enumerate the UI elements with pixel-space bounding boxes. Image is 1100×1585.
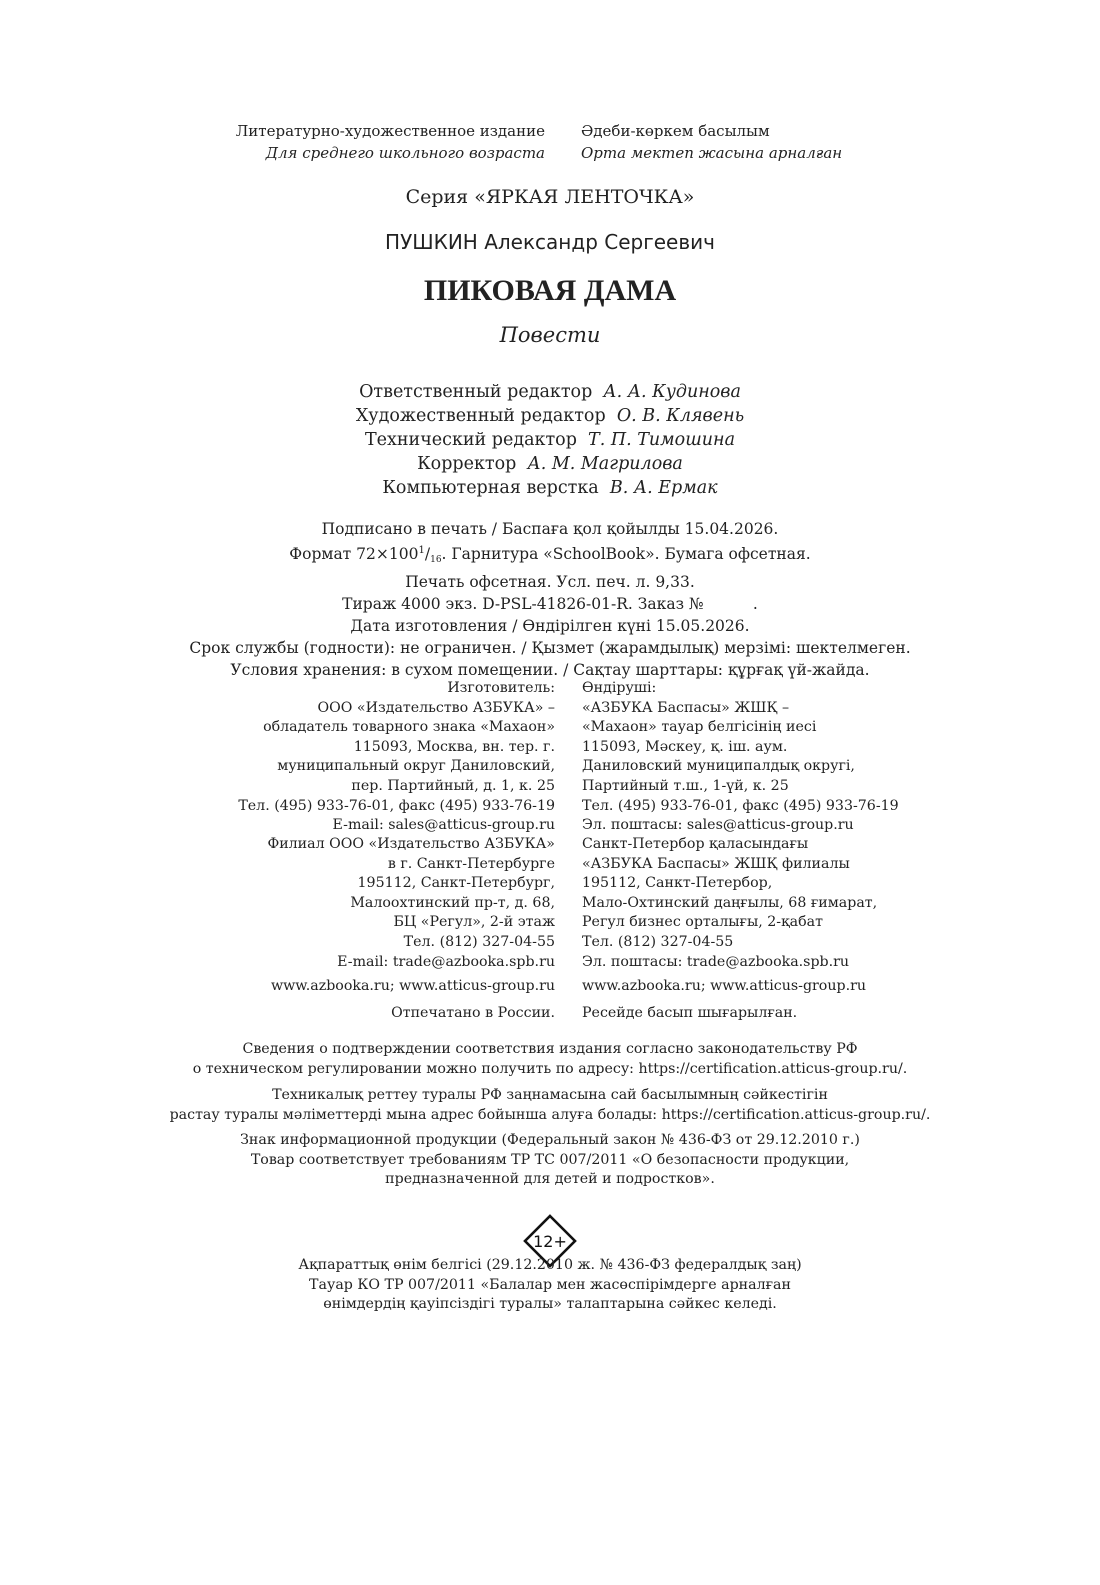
- info-ru-line: предназначенной для детей и подростков».: [385, 1171, 715, 1188]
- cert-ru-line: Сведения о подтверждении соответствия издания согласно законодательству РФ: [242, 1041, 858, 1057]
- book-title: ПИКОВАЯ ДАМА: [423, 274, 677, 307]
- genre-kz-line2: Орта мектеп жасына арналған: [581, 144, 843, 162]
- info-ru-line: Товар соответствует требованиям ТР ТС 007/2011 «О безопасности продукции,: [250, 1151, 850, 1168]
- staff-person: А. М. Магрилова: [527, 454, 683, 474]
- maker-ru-line: Изготовитель:: [447, 680, 555, 696]
- maker-ru-line: Тел. (495) 933-76-01, факс (495) 933-76-19: [238, 797, 555, 814]
- staff-person: Т. П. Тимошина: [588, 430, 736, 450]
- tech-specs: [0, 518, 1100, 681]
- print-line: Печать офсетная. Усл. печ. л. 9,33.: [405, 573, 695, 591]
- maker-ru-line: муниципальный округ Даниловский,: [277, 758, 555, 775]
- branch-ru-email: E-mail: trade@azbooka.spb.ru: [337, 953, 555, 970]
- branch-kz-email: Эл. поштасы: trade@azbooka.spb.ru: [582, 953, 850, 970]
- format-line: [0, 540, 1100, 571]
- staff-role: Компьютерная верстка: [382, 478, 599, 498]
- info-kz-line: өнімдердің қауіпсіздігі туралы» талаптарына сәйкес келеді.: [323, 1296, 777, 1313]
- staff-row: [0, 476, 1100, 500]
- staff-list: [0, 380, 1100, 500]
- maker-kz-line: «АЗБУКА Баспасы» ЖШҚ –: [582, 699, 790, 716]
- info-kz-line: Ақпараттық өнім белгісі (29.12.2010 ж. № 436-ФЗ федералдық заң): [298, 1257, 802, 1273]
- printed-kz: Ресейде басып шығарылған.: [582, 1005, 798, 1021]
- staff-person: В. А. Ермак: [609, 478, 718, 498]
- branch-kz-line: Тел. (812) 327-04-55: [582, 934, 734, 950]
- staff-role: Корректор: [417, 454, 517, 474]
- signed-line: Подписано в печать / Баспаға қол қойылды 15.04.2026.: [321, 520, 779, 538]
- maker-kz-line: Тел. (495) 933-76-01, факс (495) 933-76-19: [582, 797, 899, 814]
- info-ru-line: Знак информационной продукции (Федеральный закон № 436-ФЗ от 29.12.2010 г.): [240, 1132, 860, 1148]
- cert-kz-block: [0, 1086, 1100, 1125]
- staff-role: Художественный редактор: [355, 406, 606, 426]
- staff-person: А. А. Кудинова: [603, 382, 741, 402]
- storage-line: Условия хранения: в сухом помещении. / Сақтау шарттары: құрғақ үй-жайда.: [230, 661, 870, 679]
- shelf-life-line: Срок службы (годности): не ограничен. / Қызмет (жарамдылық) мерзімі: шектелмеген.: [189, 639, 911, 657]
- cert-kz-line: Техникалық реттеу туралы РФ заңнамасына сай басылымның сәйкестігін: [272, 1087, 828, 1103]
- run-line: Тираж 4000 экз. D-PSL-41826-01-R. Заказ № .: [342, 595, 758, 613]
- maker-kz-line: Партийный т.ш., 1-үй, к. 25: [582, 778, 789, 794]
- cert-kz-line: растау туралы мәліметтерді мына адрес бойынша алуға болады: https://certification.atticus-group.ru/.: [169, 1106, 931, 1123]
- format-numerator: 1: [418, 545, 425, 556]
- maker-ru-line: пер. Партийный, д. 1, к. 25: [351, 778, 555, 794]
- web-kz: www.azbooka.ru; www.atticus-group.ru: [582, 978, 866, 994]
- genre-ru-line2: Для среднего школьного возраста: [265, 144, 545, 162]
- web-ru: www.azbooka.ru; www.atticus-group.ru: [271, 978, 555, 994]
- branch-kz-line: Мало-Охтинский даңғылы, 68 ғимарат,: [582, 894, 878, 911]
- branch-kz-line: «АЗБУКА Баспасы» ЖШҚ филиалы: [582, 855, 850, 872]
- staff-role: Технический редактор: [364, 430, 577, 450]
- format-denominator: 16: [430, 555, 442, 565]
- maker-ru-email: E-mail: sales@atticus-group.ru: [332, 817, 555, 834]
- branch-kz-line: 195112, Санкт-Петербор,: [582, 875, 773, 892]
- format-prefix: Формат 72×100: [289, 545, 419, 563]
- info-kz-line: Тауар КО ТР 007/2011 «Балалар мен жасөспірімдерге арналған: [309, 1276, 791, 1293]
- maker-ru-line: 115093, Москва, вн. тер. г.: [353, 738, 555, 755]
- branch-kz-line: Регул бизнес орталығы, 2-қабат: [582, 914, 823, 931]
- branch-ru-line: в г. Санкт-Петербурге: [387, 855, 555, 872]
- branch-ru-line: 195112, Санкт-Петербург,: [357, 875, 555, 892]
- book-subtitle: Повести: [499, 323, 601, 347]
- maker-kz-line: «Махаон» тауар белгісінің иесі: [582, 719, 817, 736]
- info-kz-block: [0, 1256, 1100, 1315]
- maker-kz-line: Өндіруші:: [582, 680, 657, 696]
- cert-ru-line: о техническом регулировании можно получить по адресу: https://certification.atticus-group.ru/.: [192, 1060, 908, 1077]
- made-date-line: Дата изготовления / Өндірілген күні 15.05.2026.: [350, 617, 750, 635]
- info-ru-block: [0, 1131, 1100, 1190]
- staff-role: Ответственный редактор: [359, 382, 593, 402]
- branch-ru-line: Филиал ООО «Издательство АЗБУКА»: [267, 836, 555, 852]
- genre-ru-line1: Литературно-художественное издание: [235, 122, 545, 140]
- branch-kz-line: Санкт-Петербор қаласындағы: [582, 836, 809, 852]
- genre-kz-line1: Әдеби-көркем басылым: [581, 122, 770, 140]
- age-badge-label: 12+: [533, 1232, 567, 1251]
- staff-row: [0, 380, 1100, 404]
- maker-kz-line: 115093, Мәскеу, қ. іш. аум.: [582, 738, 788, 755]
- branch-ru-line: БЦ «Регул», 2-й этаж: [393, 914, 555, 931]
- maker-kz-email: Эл. поштасы: sales@atticus-group.ru: [582, 817, 854, 834]
- staff-row: [0, 428, 1100, 452]
- printed-ru: Отпечатано в России.: [391, 1005, 555, 1021]
- staff-row: [0, 404, 1100, 428]
- staff-row: [0, 452, 1100, 476]
- maker-kz-line: Даниловский муниципалдық округі,: [582, 758, 855, 775]
- series-title: Серия «ЯРКАЯ ЛЕНТОЧКА»: [405, 186, 695, 208]
- maker-ru-line: обладатель товарного знака «Махаон»: [263, 719, 555, 736]
- format-suffix: . Гарнитура «SchoolBook». Бумага офсетная.: [441, 545, 811, 563]
- staff-person: О. В. Клявень: [616, 406, 745, 426]
- maker-ru-line: ООО «Издательство АЗБУКА» –: [317, 699, 555, 716]
- format-slash: /: [424, 545, 431, 563]
- author-name: ПУШКИН Александр Сергеевич: [385, 230, 715, 254]
- cert-ru-block: [0, 1040, 1100, 1079]
- branch-ru-line: Малоохтинский пр-т, д. 68,: [350, 894, 555, 911]
- branch-ru-line: Тел. (812) 327-04-55: [403, 934, 555, 950]
